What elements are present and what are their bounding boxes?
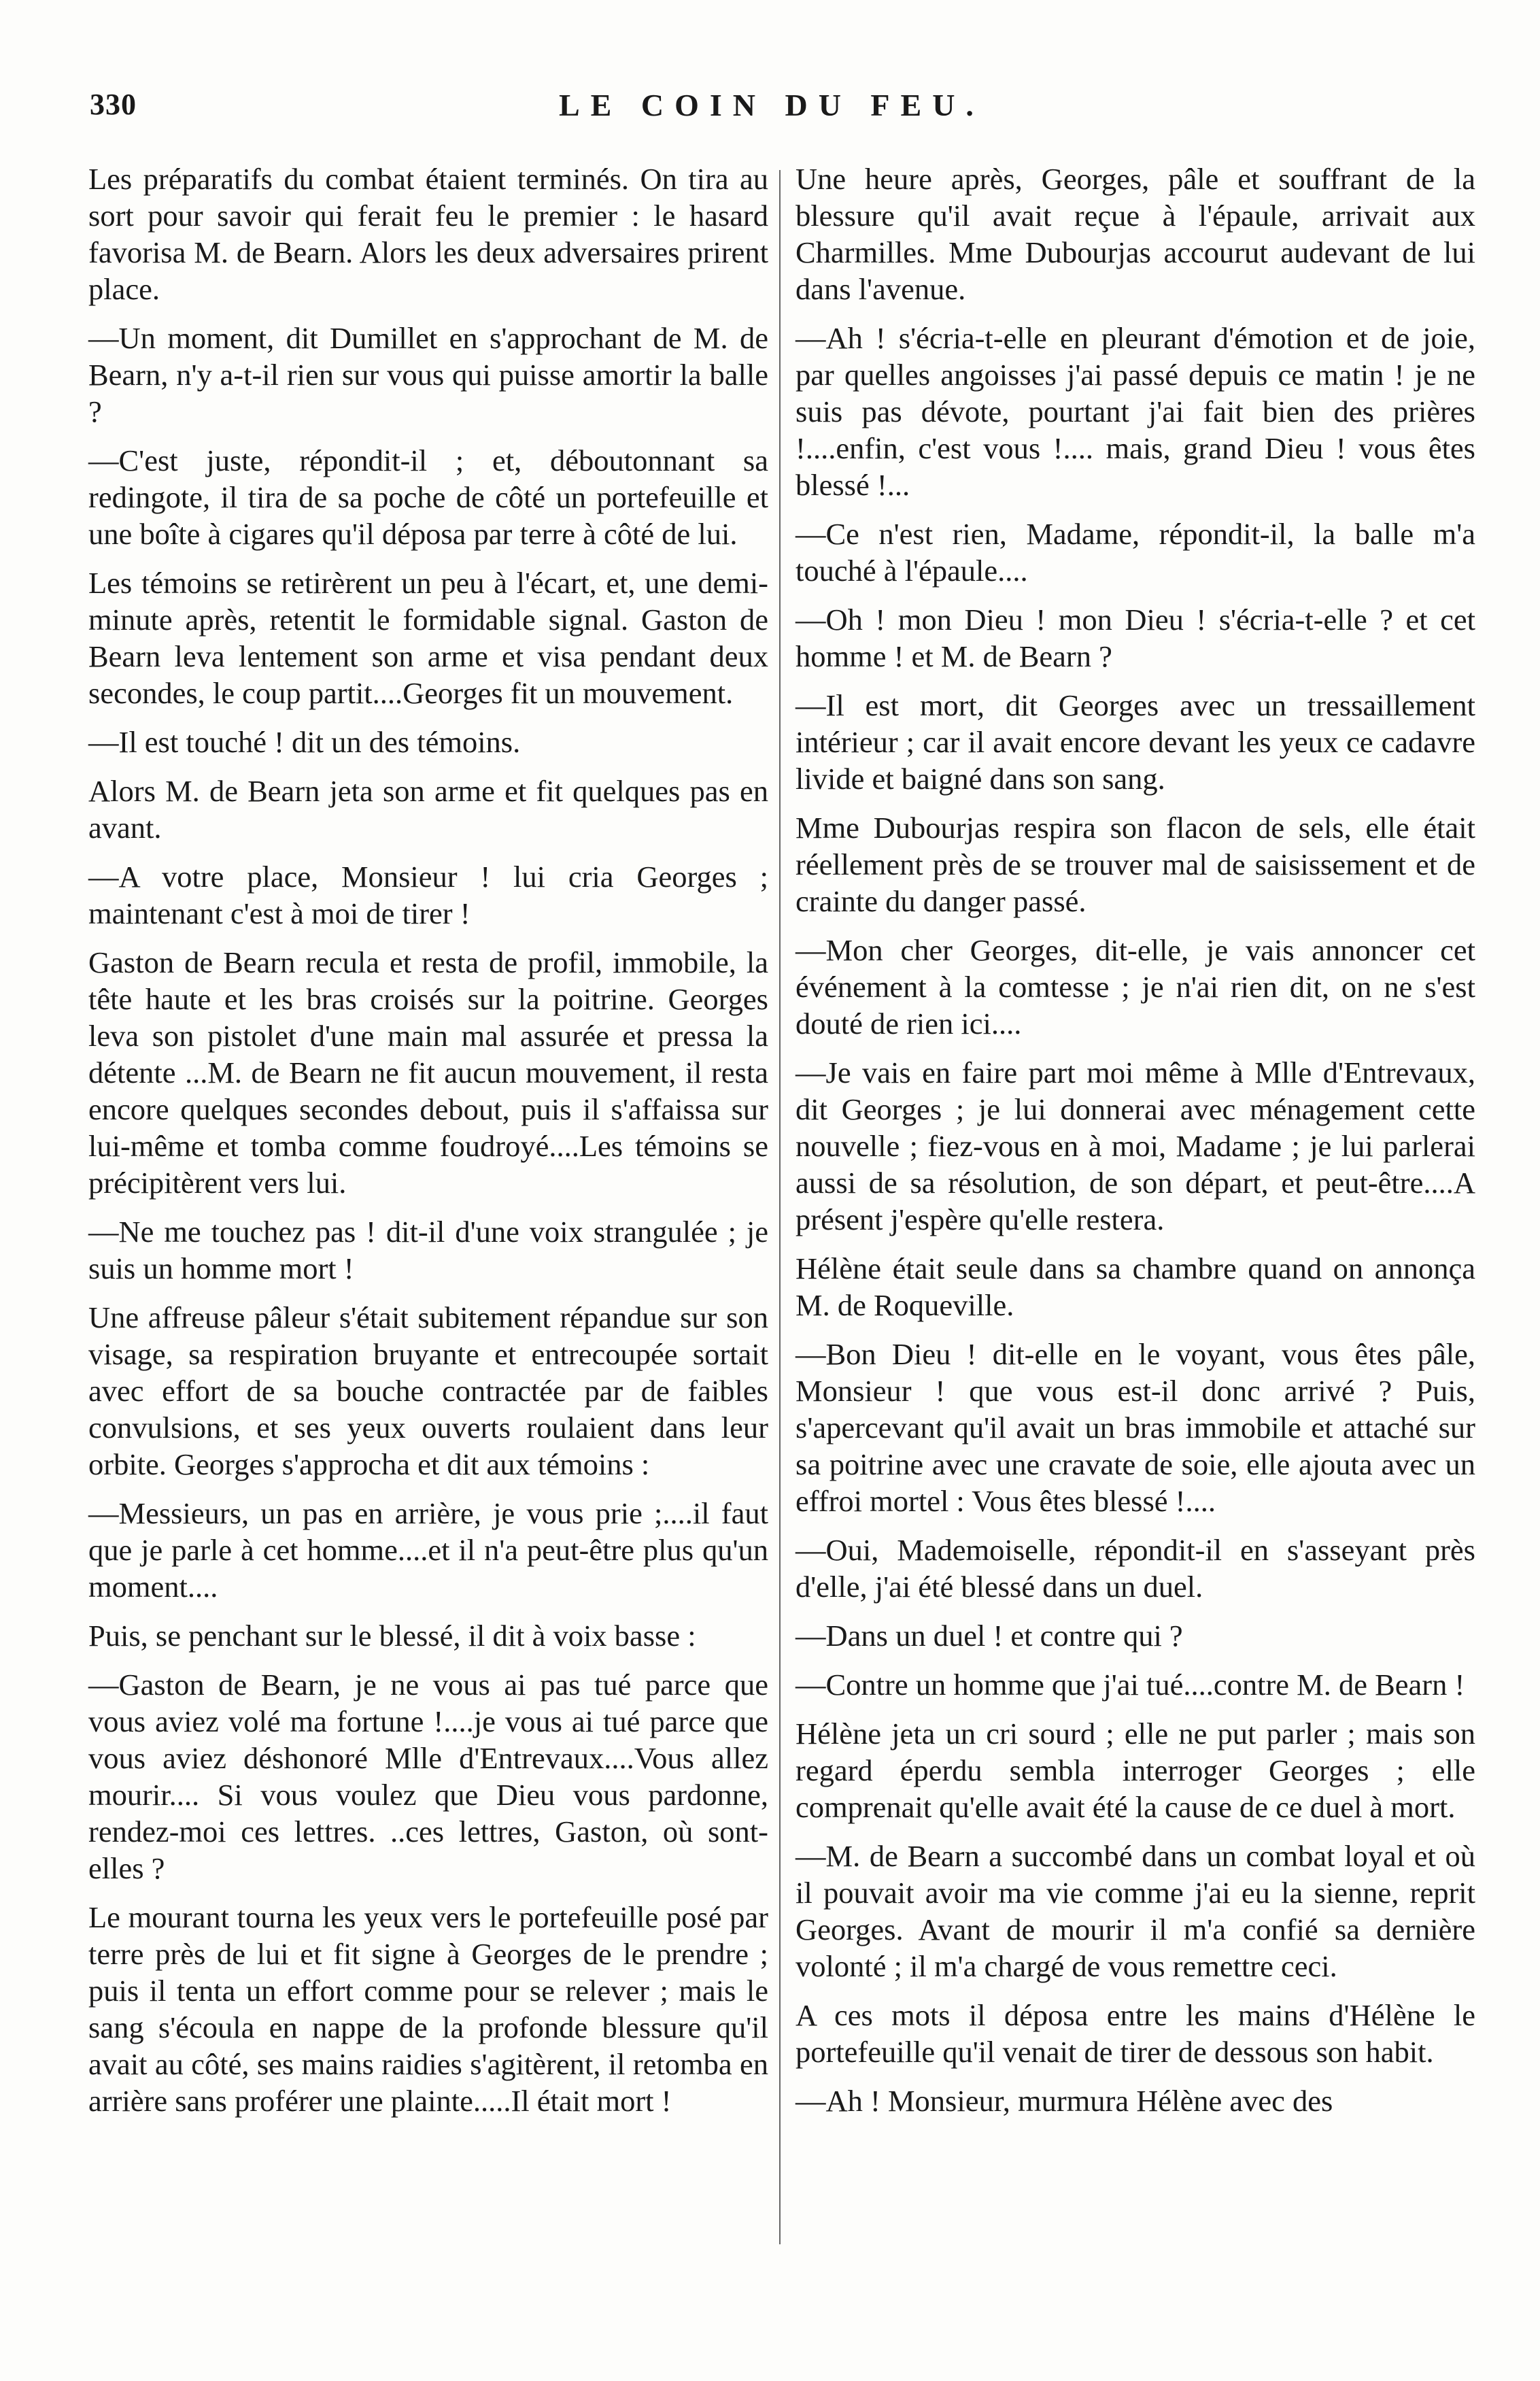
paragraph: Une heure après, Georges, pâle et souffrant de la blessure qu'il avait reçue à l'épaule, arrivait aux Charmilles. Mme Dubourjas accourut audevant de lui dans l'avenue. [795, 162, 1475, 306]
paragraph: —Dans un duel ! et contre qui ? [795, 1619, 1183, 1653]
paragraph: —M. de Bearn a succombé dans un combat loyal et où il pouvait avoir ma vie comme j'ai eu la sienne, reprit Georges. Avant de mourir il m'a confié sa dernière volonté ; il m'a chargé de vous remettre ceci. [795, 1839, 1475, 1983]
paragraph: —A votre place, Monsieur ! lui cria Georges ; maintenant c'est à moi de tirer ! [88, 860, 768, 930]
paragraph: —Oh ! mon Dieu ! mon Dieu ! s'écria-t-elle ? et cet homme ! et M. de Bearn ? [795, 603, 1475, 673]
paragraph: —Mon cher Georges, dit-elle, je vais annoncer cet événement à la comtesse ; je n'ai rien dit, on ne s'est douté de rien ici.... [795, 933, 1475, 1041]
page-header [90, 87, 1477, 135]
paragraph: Une affreuse pâleur s'était subitement répandue sur son visage, sa respiration bruyante et entrecoupée sortait avec effort de sa bouche contractée par de faibles convulsions, et ses yeux ouverts roulaient dans leur orbite. Georges s'approcha et dit aux témoins : [88, 1300, 768, 1481]
paragraph: Gaston de Bearn recula et resta de profil, immobile, la tête haute et les bras croisés sur la poitrine. Georges leva son pistolet d'une main mal assurée et pressa la détente ...M. de Bearn ne fit aucun mouvement, il resta encore quelques secondes debout, puis il s'affaissa sur lui-même et tomba comme foudroyé....Les témoins se précipitèrent vers lui. [88, 945, 768, 1200]
paragraph: —Contre un homme que j'ai tué....contre M. de Bearn ! [795, 1668, 1465, 1702]
paragraph: —Bon Dieu ! dit-elle en le voyant, vous êtes pâle, Monsieur ! que vous est-il donc arrivé ? Puis, s'apercevant qu'il avait un bras immobile et attaché sur sa poitrine avec une cravate de soie, elle ajouta avec un effroi mortel : Vous êtes blessé !.... [795, 1337, 1475, 1518]
paragraph: —Ah ! Monsieur, murmura Hélène avec des [795, 2084, 1333, 2118]
column-divider [779, 170, 781, 2244]
page-number: 330 [90, 88, 137, 121]
paragraph: Mme Dubourjas respira son flacon de sels, elle était réellement près de se trouver mal de saisissement et de crainte du danger passé. [795, 811, 1475, 918]
paragraph: —C'est juste, répondit-il ; et, déboutonnant sa redingote, il tira de sa poche de côté un portefeuille et une boîte à cigares qu'il déposa par terre à côté de lui. [88, 443, 768, 551]
paragraph: Le mourant tourna les yeux vers le portefeuille posé par terre près de lui et fit signe à Georges de le prendre ; puis il tenta un effort comme pour se relever ; mais le sang s'écoula en nappe de la profonde blessure qu'il avait au côté, ses mains raidies s'agitèrent, il retomba en arrière sans proférer une plainte.....Il était mort ! [88, 1900, 768, 2118]
paragraph: —Gaston de Bearn, je ne vous ai pas tué parce que vous aviez volé ma fortune !....je vous ai tué parce que vous aviez déshonoré Mlle d'Entrevaux....Vous allez mourir.... Si vous voulez que Dieu vous pardonne, rendez-moi ces lettres. ..ces lettres, Gaston, où sont-elles ? [88, 1668, 768, 1885]
paragraph: Les témoins se retirèrent un peu à l'écart, et, une demi-minute après, retentit le formidable signal. Gaston de Bearn leva lentement son arme et visa pendant deux secondes, le coup partit....Georges fit un mouvement. [88, 566, 768, 710]
paragraph: —Je vais en faire part moi même à Mlle d'Entrevaux, dit Georges ; je lui donnerai avec ménagement cette nouvelle ; fiez-vous en à moi, Madame ; je lui parlerai aussi de sa résolution, de son départ, et peut-être....A présent j'espère qu'elle restera. [795, 1056, 1475, 1236]
paragraph: —Ah ! s'écria-t-elle en pleurant d'émotion et de joie, par quelles angoisses j'ai passé depuis ce matin ! je ne suis pas dévote, pourtant j'ai fait bien des prières !....enfin, c'est vous !.... mais, grand Dieu ! vous êtes blessé !... [795, 321, 1475, 502]
paragraph: Puis, se penchant sur le blessé, il dit à voix basse : [88, 1619, 696, 1653]
left-column [88, 161, 768, 2131]
paragraph: —Oui, Mademoiselle, répondit-il en s'asseyant près d'elle, j'ai été blessé dans un duel. [795, 1533, 1475, 1604]
paragraph: —Il est mort, dit Georges avec un tressaillement intérieur ; car il avait encore devant les yeux ce cadavre livide et baigné dans son sang. [795, 688, 1475, 796]
paragraph: —Un moment, dit Dumillet en s'approchant de M. de Bearn, n'y a-t-il rien sur vous qui puisse amortir la balle ? [88, 321, 768, 428]
paragraph: Hélène était seule dans sa chambre quand on annonça M. de Roqueville. [795, 1251, 1475, 1322]
running-title: LE COIN DU FEU. [559, 88, 985, 122]
paragraph: Hélène jeta un cri sourd ; elle ne put parler ; mais son regard éperdu sembla interroger Georges ; elle comprenait qu'elle avait été la cause de ce duel à mort. [795, 1717, 1475, 1824]
paragraph: A ces mots il déposa entre les mains d'Hélène le portefeuille qu'il venait de tirer de dessous son habit. [795, 1998, 1475, 2069]
paragraph: —Ne me touchez pas ! dit-il d'une voix strangulée ; je suis un homme mort ! [88, 1215, 768, 1285]
paragraph: —Messieurs, un pas en arrière, je vous prie ;....il faut que je parle à cet homme....et il n'a peut-être plus qu'un moment.... [88, 1496, 768, 1604]
paragraph: Les préparatifs du combat étaient terminés. On tira au sort pour savoir qui ferait feu le premier : le hasard favorisa M. de Bearn. Alors les deux adversaires prirent place. [88, 162, 768, 306]
paragraph: Alors M. de Bearn jeta son arme et fit quelques pas en avant. [88, 774, 768, 845]
right-column [795, 161, 1475, 2131]
paragraph: —Ce n'est rien, Madame, répondit-il, la balle m'a touché à l'épaule.... [795, 517, 1475, 588]
paragraph: —Il est touché ! dit un des témoins. [88, 725, 521, 759]
